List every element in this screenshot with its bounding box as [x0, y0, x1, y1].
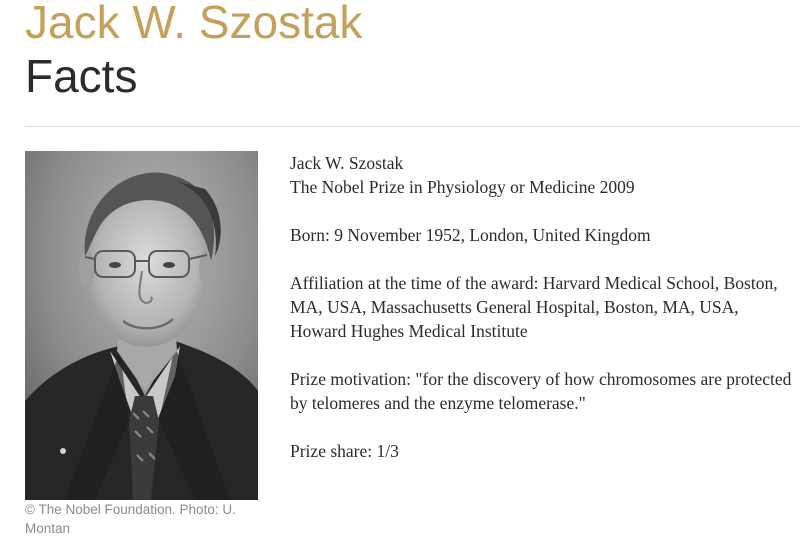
laureate-name-title: Jack W. Szostak [25, 0, 363, 48]
facts-prize: The Nobel Prize in Physiology or Medicine 2009 [290, 177, 635, 197]
facts-motivation: Prize motivation: "for the discovery of how chromosomes are protected by telomeres and the enzyme telomerase." [290, 369, 792, 413]
divider [25, 126, 800, 127]
facts-born: Born: 9 November 1952, London, United Kingdom [290, 225, 651, 245]
facts-affiliation: Affiliation at the time of the award: Harvard Medical School, Boston, MA, USA, Massachusetts General Hospital, Boston, MA, USA, Howard Hughes Medical Institute [290, 273, 778, 341]
photo-credit: © The Nobel Foundation. Photo: U. Montan [25, 502, 236, 536]
facts-share: Prize share: 1/3 [290, 441, 399, 461]
laureate-portrait [25, 151, 258, 500]
facts-name: Jack W. Szostak [290, 153, 404, 173]
facts-block [290, 151, 795, 463]
section-title: Facts [25, 50, 138, 102]
facts-name-and-prize [290, 151, 795, 199]
